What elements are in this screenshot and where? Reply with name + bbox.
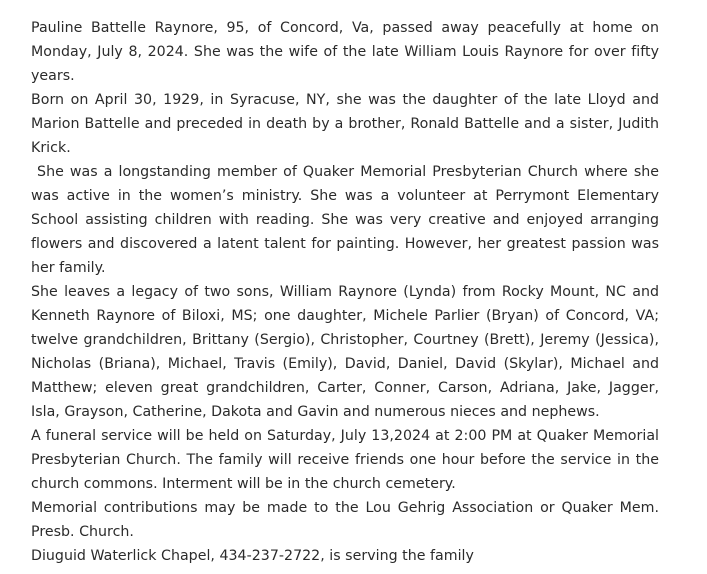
- paragraph-birth-family: Born on April 30, 1929, in Syracuse, NY, she was the daughter of the late Lloyd and Marion Battelle and preceded in death by a brother, Ronald Battelle and a sister, Judith Krick.: [31, 92, 659, 156]
- paragraph-life-activities: She was a longstanding member of Quaker Memorial Presbyterian Church where she was active in the women’s ministry. She was a volunteer at Perrymont Elementary School assisting children with reading. She was very creative and enjoyed arranging flowers and discovered a latent talent for painting. However, her greatest passion was her family.: [31, 164, 659, 276]
- paragraph-funeral-service: A funeral service will be held on Saturday, July 13,2024 at 2:00 PM at Quaker Memorial Presbyterian Church. The family will receive friends one hour before the service in the church commons. Interment will be in the church cemetery.: [31, 428, 659, 492]
- paragraph-memorial-contributions: Memorial contributions may be made to the Lou Gehrig Association or Quaker Mem. Presb. Church.: [31, 500, 659, 540]
- obituary-text: [31, 16, 659, 568]
- paragraph-funeral-home: Diuguid Waterlick Chapel, 434-237-2722, is serving the family: [31, 548, 474, 564]
- paragraph-survivors: She leaves a legacy of two sons, William Raynore (Lynda) from Rocky Mount, NC and Kenneth Raynore of Biloxi, MS; one daughter, Michele Parlier (Bryan) of Concord, VA; twelve grandchildren, Brittany (Sergio), Christopher, Courtney (Brett), Jeremy (Jessica), Nicholas (Briana), Michael, Travis (Emily), David, Daniel, David (Skylar), Michael and Matthew; eleven great grandchildren, Carter, Conner, Carson, Adriana, Jake, Jagger, Isla, Grayson, Catherine, Dakota and Gavin and numerous nieces and nephews.: [31, 284, 659, 420]
- paragraph-death-notice: Pauline Battelle Raynore, 95, of Concord, Va, passed away peacefully at home on Monday, July 8, 2024. She was the wife of the late William Louis Raynore for over fifty years.: [31, 20, 659, 84]
